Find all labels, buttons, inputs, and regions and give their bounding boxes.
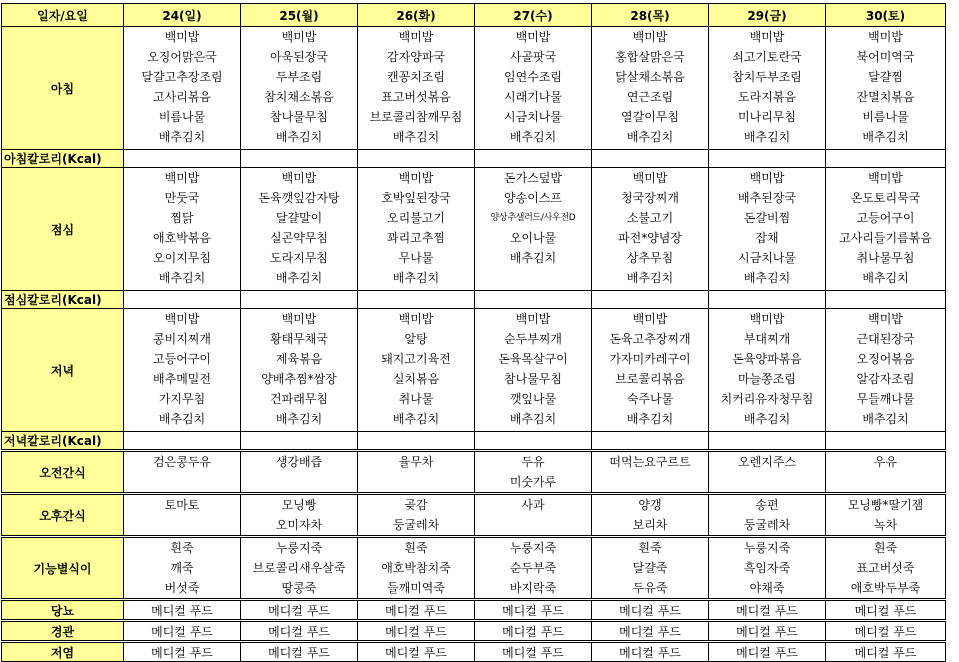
- medical-food-cell: 메디컬 푸드: [124, 600, 241, 621]
- functional-diet-label: 기능별식이: [2, 537, 124, 600]
- menu-item: 배추김치: [275, 412, 323, 426]
- menu-item: 꽈리고추찜: [387, 231, 445, 245]
- menu-item: 누룽지죽: [275, 541, 323, 555]
- medical-food-cell: 메디컬 푸드: [241, 642, 358, 662]
- menu-item: 누룽지죽: [509, 541, 557, 555]
- calorie-cell: [475, 432, 592, 451]
- medical-food-cell: 메디컬 푸드: [358, 600, 475, 621]
- dinner-cell: [124, 309, 241, 432]
- menu-item: 백미밥: [164, 171, 200, 185]
- calorie-cell: [124, 432, 241, 451]
- menu-item: 무나물: [398, 251, 434, 265]
- day-header: 28(목): [592, 4, 709, 27]
- menu-item: 보리차: [632, 518, 668, 532]
- menu-item: 임연수조림: [504, 70, 562, 84]
- menu-item: 토마토: [164, 498, 200, 512]
- menu-item: 배추김치: [509, 251, 557, 265]
- lunch-cell: [826, 168, 946, 291]
- day-header: 30(토): [826, 4, 946, 27]
- functional-cell: [826, 537, 946, 600]
- menu-item: 누룽지죽: [743, 541, 791, 555]
- breakfast-cell: [358, 27, 475, 150]
- menu-item: 땅콩죽: [281, 581, 317, 595]
- menu-item: 모닝빵*딸기잼: [847, 498, 924, 512]
- menu-item: 배추김치: [743, 130, 791, 144]
- menu-item: 닭살채소볶음: [615, 70, 685, 84]
- menu-item: 배추메밀전: [153, 372, 211, 386]
- menu-item: 홍합살맑은국: [615, 50, 685, 64]
- calorie-cell: [475, 291, 592, 309]
- menu-item: 부대찌개: [743, 332, 791, 346]
- menu-item: 캔꽁치조림: [387, 70, 445, 84]
- lunch-cell: [592, 168, 709, 291]
- menu-item: 배추김치: [862, 130, 909, 144]
- dinner-cell: [826, 309, 946, 432]
- menu-item: 소불고기: [626, 211, 674, 225]
- menu-item: 배추김치: [392, 271, 440, 285]
- dinner-calorie-label: 저녁칼로리(Kcal): [2, 432, 124, 451]
- menu-item: 오렌지주스: [738, 455, 796, 469]
- menu-item: 아욱된장국: [270, 50, 328, 64]
- medical-food-cell: 메디컬 푸드: [241, 621, 358, 642]
- menu-item: 흰죽: [638, 541, 662, 555]
- menu-item: 고사리볶음: [153, 90, 211, 104]
- menu-item: 돈육고추장찌개: [609, 332, 691, 346]
- menu-item: 백미밥: [749, 312, 785, 326]
- menu-item: 백미밥: [515, 312, 551, 326]
- menu-item: 백미밥: [281, 312, 317, 326]
- menu-item: 연근조림: [626, 90, 674, 104]
- menu-item: 송편: [755, 498, 779, 512]
- snack-pm-cell: [124, 494, 241, 537]
- menu-item: 배추김치: [509, 412, 557, 426]
- lunch-label: 점심: [2, 168, 124, 291]
- menu-item: 취나물: [398, 392, 434, 406]
- morning-snack-row: [2, 451, 946, 494]
- medical-food-cell: 메디컬 푸드: [592, 642, 709, 662]
- menu-item: 잡채: [755, 231, 779, 245]
- menu-item: 시금치나물: [504, 110, 562, 124]
- menu-item: 달걀말이: [275, 211, 323, 225]
- medical-food-cell: 메디컬 푸드: [826, 600, 946, 621]
- day-header: 29(금): [709, 4, 826, 27]
- breakfast-cell: [241, 27, 358, 150]
- menu-item: 감자양파국: [387, 50, 445, 64]
- menu-item: 북어미역국: [856, 50, 915, 64]
- menu-item: 도라지볶음: [738, 90, 796, 104]
- menu-item: 양상추샐러드/사우전D: [490, 213, 576, 223]
- menu-item: 브로콜리새우살죽: [252, 561, 346, 575]
- medical-food-cell: 메디컬 푸드: [709, 621, 826, 642]
- menu-item: 표고버섯볶음: [381, 90, 451, 104]
- menu-item: 배추김치: [626, 130, 674, 144]
- menu-item: 백미밥: [868, 312, 903, 326]
- menu-item: 애호박참치죽: [381, 561, 451, 575]
- dinner-calorie-row: [2, 432, 946, 451]
- menu-item: 백미밥: [164, 312, 200, 326]
- dinner-cell: [241, 309, 358, 432]
- menu-item: 야채죽: [749, 581, 785, 595]
- menu-item: 깨죽: [170, 561, 194, 575]
- menu-item: 상추무침: [626, 251, 674, 265]
- menu-item: 청국장찌개: [621, 191, 679, 205]
- functional-diet-row: [2, 537, 946, 600]
- calorie-cell: [358, 432, 475, 451]
- lunch-cell: [241, 168, 358, 291]
- menu-item: 두유죽: [632, 581, 668, 595]
- medical-food-cell: 메디컬 푸드: [826, 621, 946, 642]
- weekly-menu-table: [1, 3, 946, 662]
- lunch-calorie-label: 점심칼로리(Kcal): [2, 291, 124, 309]
- menu-item: 오징어볶음: [856, 352, 915, 366]
- menu-item: 콩비지찌개: [153, 332, 211, 346]
- menu-item: 고사리들기름볶음: [839, 231, 932, 245]
- dinner-row: [2, 309, 946, 432]
- menu-item: 달걀죽: [632, 561, 668, 575]
- menu-item: 건파래무침: [270, 392, 328, 406]
- menu-item: 배추김치: [158, 271, 206, 285]
- menu-item: 둥굴레차: [392, 518, 440, 532]
- menu-item: 돈육목살구이: [498, 352, 568, 366]
- snack-pm-cell: [826, 494, 946, 537]
- menu-item: 사과: [521, 498, 545, 512]
- calorie-cell: [709, 150, 826, 168]
- menu-item: 백미밥: [281, 171, 317, 185]
- menu-item: 오이지무침: [153, 251, 211, 265]
- menu-item: 고등어구이: [153, 352, 211, 366]
- menu-item: 생강배즙: [275, 455, 323, 469]
- snack-pm-cell: [241, 494, 358, 537]
- snack-pm-cell: [592, 494, 709, 537]
- snack-pm-cell: [475, 494, 592, 537]
- menu-item: 호박잎된장국: [381, 191, 451, 205]
- day-header: 27(수): [475, 4, 592, 27]
- menu-item: 백미밥: [868, 171, 903, 185]
- menu-item: 배추김치: [275, 271, 323, 285]
- calorie-cell: [124, 150, 241, 168]
- lunch-calorie-row: [2, 291, 946, 309]
- menu-item: 들깨미역죽: [387, 581, 445, 595]
- menu-item: 비름나물: [158, 110, 206, 124]
- menu-item: 백미밥: [281, 30, 317, 44]
- snack-am-cell: [592, 451, 709, 494]
- calorie-cell: [592, 291, 709, 309]
- menu-item: 모닝빵: [281, 498, 317, 512]
- menu-item: 바지락죽: [509, 581, 557, 595]
- breakfast-cell: [592, 27, 709, 150]
- menu-item: 애호박두부죽: [850, 581, 921, 595]
- menu-item: 돼지고기육전: [381, 352, 451, 366]
- medical-food-cell: 메디컬 푸드: [475, 600, 592, 621]
- menu-item: 오미자차: [275, 518, 323, 532]
- medical-food-cell: 메디컬 푸드: [124, 621, 241, 642]
- menu-item: 돈육깻잎감자탕: [258, 191, 340, 205]
- menu-item: 근대된장국: [856, 332, 915, 346]
- lunch-cell: [358, 168, 475, 291]
- functional-cell: [241, 537, 358, 600]
- menu-item: 율무차: [398, 455, 434, 469]
- calorie-cell: [592, 150, 709, 168]
- menu-item: 오징어맑은국: [147, 50, 217, 64]
- menu-item: 백미밥: [749, 171, 785, 185]
- snack-pm-cell: [709, 494, 826, 537]
- menu-item: 가지무침: [158, 392, 206, 406]
- menu-item: 실치볶음: [392, 372, 440, 386]
- breakfast-row: [2, 27, 946, 150]
- menu-item: 검은콩두유: [153, 455, 211, 469]
- menu-item: 애호박볶음: [153, 231, 211, 245]
- calorie-cell: [124, 291, 241, 309]
- medical-food-cell: 메디컬 푸드: [709, 642, 826, 662]
- medical-food-cell: 메디컬 푸드: [241, 600, 358, 621]
- day-header: 24(일): [124, 4, 241, 27]
- breakfast-cell: [475, 27, 592, 150]
- medical-food-cell: 메디컬 푸드: [124, 642, 241, 662]
- menu-item: 시금치나물: [738, 251, 796, 265]
- menu-item: 돈가스덮밥: [504, 171, 562, 185]
- afternoon-snack-label: 오후간식: [2, 494, 124, 537]
- menu-item: 참치채소볶음: [264, 90, 334, 104]
- dinner-label: 저녁: [2, 309, 124, 432]
- menu-item: 찜닭: [170, 211, 194, 225]
- menu-item: 미숫가루: [509, 475, 557, 489]
- calorie-cell: [826, 432, 946, 451]
- menu-item: 만둣국: [164, 191, 200, 205]
- menu-item: 양갱: [638, 498, 662, 512]
- menu-item: 배추김치: [862, 271, 909, 285]
- menu-item: 떠먹는요구르트: [609, 455, 691, 469]
- day-header: 25(월): [241, 4, 358, 27]
- menu-item: 백미밥: [749, 30, 785, 44]
- calorie-cell: [358, 150, 475, 168]
- menu-item: 백미밥: [515, 30, 551, 44]
- menu-item: 흰죽: [873, 541, 898, 555]
- snack-am-cell: [475, 451, 592, 494]
- menu-item: 브로콜리볶음: [615, 372, 685, 386]
- medical-food-cell: 메디컬 푸드: [475, 621, 592, 642]
- morning-snack-label: 오전간식: [2, 451, 124, 494]
- calorie-cell: [241, 291, 358, 309]
- menu-item: 마늘쫑조림: [738, 372, 796, 386]
- menu-item: 백미밥: [398, 312, 434, 326]
- medical-food-cell: 메디컬 푸드: [475, 642, 592, 662]
- menu-item: 흰죽: [404, 541, 428, 555]
- menu-item: 백미밥: [398, 171, 434, 185]
- tube-feeding-label: 경관: [2, 621, 124, 642]
- menu-item: 온도토리묵국: [850, 191, 921, 205]
- lunch-row: [2, 168, 946, 291]
- medical-food-cell: 메디컬 푸드: [592, 600, 709, 621]
- breakfast-cell: [709, 27, 826, 150]
- menu-item: 숙주나물: [626, 392, 674, 406]
- lunch-cell: [124, 168, 241, 291]
- menu-item: 순두부찌개: [504, 332, 562, 346]
- functional-cell: [124, 537, 241, 600]
- menu-item: 무들깨나물: [856, 392, 915, 406]
- menu-item: 백미밥: [632, 171, 668, 185]
- snack-am-cell: [709, 451, 826, 494]
- menu-item: 곶감: [404, 498, 428, 512]
- snack-am-cell: [124, 451, 241, 494]
- low-salt-diet-row: [2, 642, 946, 662]
- dinner-cell: [358, 309, 475, 432]
- calorie-cell: [592, 432, 709, 451]
- menu-item: 배추김치: [392, 130, 440, 144]
- menu-item: 깻잎나물: [509, 392, 557, 406]
- menu-item: 백미밥: [632, 312, 668, 326]
- menu-item: 잔멸치볶음: [856, 90, 915, 104]
- afternoon-snack-row: [2, 494, 946, 537]
- snack-am-cell: [241, 451, 358, 494]
- medical-food-cell: 메디컬 푸드: [358, 621, 475, 642]
- breakfast-label: 아침: [2, 27, 124, 150]
- medical-food-cell: 메디컬 푸드: [592, 621, 709, 642]
- calorie-cell: [241, 150, 358, 168]
- calorie-cell: [241, 432, 358, 451]
- menu-item: 배추김치: [158, 130, 206, 144]
- menu-item: 알감자조림: [856, 372, 915, 386]
- snack-pm-cell: [358, 494, 475, 537]
- calorie-cell: [709, 432, 826, 451]
- calorie-cell: [358, 291, 475, 309]
- diabetes-diet-label: 당뇨: [2, 600, 124, 621]
- menu-item: 치커리유자청무침: [720, 392, 814, 406]
- menu-item: 취나물무침: [856, 251, 915, 265]
- menu-item: 배추김치: [392, 412, 440, 426]
- snack-am-cell: [358, 451, 475, 494]
- menu-item: 가자미카레구이: [609, 352, 691, 366]
- day-header: 26(화): [358, 4, 475, 27]
- date-day-header: 일자/요일: [2, 4, 124, 27]
- menu-item: 배추김치: [743, 412, 791, 426]
- menu-item: 고등어구이: [856, 211, 915, 225]
- breakfast-cell: [124, 27, 241, 150]
- menu-item: 알탕: [404, 332, 428, 346]
- menu-item: 미나리무침: [738, 110, 796, 124]
- menu-item: 배추김치: [626, 412, 674, 426]
- dinner-cell: [709, 309, 826, 432]
- menu-item: 백미밥: [164, 30, 200, 44]
- menu-item: 달걀찜: [868, 70, 903, 84]
- calorie-cell: [709, 291, 826, 309]
- menu-item: 표고버섯죽: [856, 561, 915, 575]
- menu-item: 두유: [521, 455, 545, 469]
- menu-item: 열갈이무침: [621, 110, 679, 124]
- menu-item: 실곤약무침: [270, 231, 328, 245]
- menu-item: 오이나물: [509, 231, 557, 245]
- medical-food-cell: 메디컬 푸드: [358, 642, 475, 662]
- tube-feeding-row: [2, 621, 946, 642]
- menu-item: 달걀고추장조림: [141, 70, 223, 84]
- breakfast-cell: [826, 27, 946, 150]
- calorie-cell: [475, 150, 592, 168]
- menu-item: 비름나물: [862, 110, 909, 124]
- menu-item: 배추김치: [862, 412, 909, 426]
- menu-item: 우유: [873, 455, 898, 469]
- menu-item: 배추된장국: [738, 191, 796, 205]
- menu-item: 사골팟국: [509, 50, 557, 64]
- snack-am-cell: [826, 451, 946, 494]
- menu-item: 쇠고기토란국: [732, 50, 802, 64]
- menu-item: 파전*양념장: [618, 231, 682, 245]
- menu-item: 녹차: [873, 518, 898, 532]
- medical-food-cell: 메디컬 푸드: [826, 642, 946, 662]
- menu-item: 배추김치: [275, 130, 323, 144]
- menu-item: 흰죽: [170, 541, 194, 555]
- menu-item: 시래기나물: [504, 90, 562, 104]
- calorie-cell: [826, 150, 946, 168]
- menu-item: 흑임자죽: [743, 561, 791, 575]
- menu-item: 참나물무침: [270, 110, 328, 124]
- menu-item: 브로콜리참깨무침: [369, 110, 463, 124]
- diabetes-diet-row: [2, 600, 946, 621]
- menu-item: 두부조림: [275, 70, 323, 84]
- calorie-cell: [826, 291, 946, 309]
- menu-item: 도라지무침: [270, 251, 328, 265]
- functional-cell: [709, 537, 826, 600]
- menu-item: 돈육양파볶음: [732, 352, 802, 366]
- lunch-cell: [709, 168, 826, 291]
- menu-item: 돈갈비찜: [743, 211, 791, 225]
- menu-item: 버섯죽: [164, 581, 200, 595]
- menu-item: 양송이스프: [504, 191, 562, 205]
- dinner-cell: [475, 309, 592, 432]
- menu-item: 배추김치: [626, 271, 674, 285]
- lunch-cell: [475, 168, 592, 291]
- medical-food-cell: 메디컬 푸드: [709, 600, 826, 621]
- low-salt-diet-label: 저염: [2, 642, 124, 662]
- dinner-cell: [592, 309, 709, 432]
- menu-item: 배추김치: [509, 130, 557, 144]
- menu-item: 오리불고기: [387, 211, 445, 225]
- menu-item: 백미밥: [868, 30, 903, 44]
- menu-item: 순두부죽: [509, 561, 557, 575]
- menu-item: 양배추찜*쌈장: [261, 372, 337, 386]
- functional-cell: [592, 537, 709, 600]
- menu-item: 백미밥: [632, 30, 668, 44]
- menu-item: 둥굴레차: [743, 518, 791, 532]
- breakfast-calorie-row: [2, 150, 946, 168]
- menu-item: 배추김치: [743, 271, 791, 285]
- menu-item: 황태무채국: [270, 332, 328, 346]
- menu-item: 참치두부조림: [732, 70, 802, 84]
- functional-cell: [358, 537, 475, 600]
- menu-item: 제육볶음: [275, 352, 323, 366]
- functional-cell: [475, 537, 592, 600]
- breakfast-calorie-label: 아침칼로리(Kcal): [2, 150, 124, 168]
- header-row: [2, 4, 946, 27]
- menu-item: 참나물무침: [504, 372, 562, 386]
- menu-item: 백미밥: [398, 30, 434, 44]
- menu-item: 배추김치: [158, 412, 206, 426]
